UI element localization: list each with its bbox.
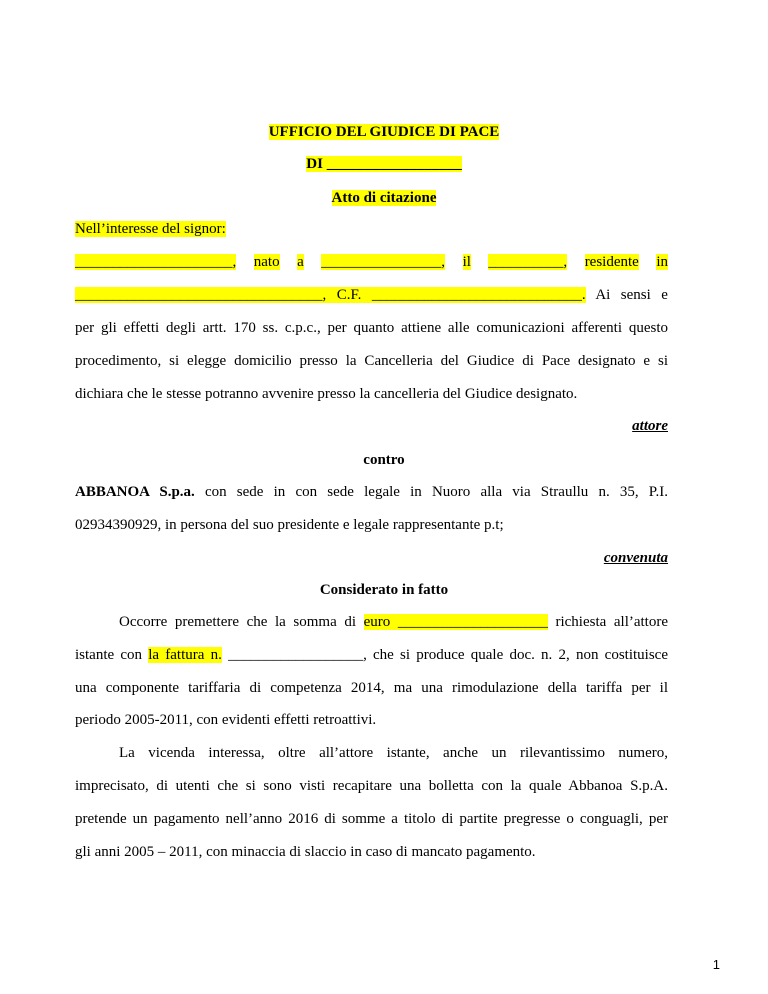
office-location-blank: __________________: [326, 156, 462, 172]
resident-word: residente: [584, 254, 639, 270]
defendant-role: [75, 548, 668, 568]
facts-p2-line-2: imprecisato, di utenti che si sono visti recapitare una bolletta con la quale Abbanoa S.p.A.: [75, 778, 668, 794]
facts-p1-l2-post: __________________, che si produce quale doc. n. 2, non costituisce: [221, 647, 668, 663]
address-cf-highlight: [75, 287, 586, 303]
defendant-name: ABBANOA S.p.a.: [75, 484, 195, 500]
plaintiff-intro: [75, 219, 226, 239]
office-title-text: UFFICIO DEL GIUDICE DI PACE: [268, 124, 500, 140]
in-word: in: [656, 254, 669, 270]
plaintiff-intro-text: Nell’interesse del signor:: [75, 221, 226, 237]
facts-p1-l1-pre: Occorre premettere che la somma di: [119, 614, 364, 630]
plaintiff-line-2-tail: Ai sensi e: [595, 287, 668, 303]
office-title: [0, 122, 768, 142]
name-blank: _____________________,: [75, 254, 237, 270]
at-word: a: [297, 254, 304, 270]
facts-p1-l1-post: richiesta all’attore: [547, 614, 669, 630]
against-heading: contro: [363, 452, 405, 468]
office-location-text: [306, 156, 461, 172]
amount-blank: euro ____________________: [363, 614, 548, 630]
facts-p1-line-2: [75, 645, 668, 665]
birthdate-blank: __________,: [488, 254, 568, 270]
birthplace-blank: ________________,: [321, 254, 446, 270]
plaintiff-role: [75, 416, 668, 436]
plaintiff-line-1: [75, 252, 668, 272]
facts-p2-line-1: La vicenda interessa, oltre all’attore istante, anche un rilevantissimo numero,: [119, 745, 668, 761]
defendant-role-text: convenuta: [603, 550, 668, 566]
cf-blank: ____________________________.: [371, 287, 586, 303]
facts-p1-line-1: [119, 612, 668, 632]
facts-p2-line-4: gli anni 2005 – 2011, con minaccia di slaccio in caso di mancato pagamento.: [75, 844, 536, 860]
plaintiff-line-5: dichiara che le stesse potranno avvenire presso la cancelleria del Giudice designato.: [75, 386, 578, 402]
facts-p2-line-3: pretende un pagamento nell’anno 2016 di somme a titolo di partite pregresse o conguagli, per: [75, 811, 668, 827]
defendant-line-1: [75, 482, 668, 502]
defendant-line-2: 02934390929, in persona del suo presidente e legale rappresentante p.t;: [75, 517, 504, 533]
on-word: il: [462, 254, 471, 270]
facts-p1-line-3: una componente tariffaria di competenza 2014, ma una rimodulazione della tariffa per il: [75, 680, 668, 696]
invoice-label: la fattura n.: [148, 647, 222, 663]
plaintiff-line-3: per gli effetti degli artt. 170 ss. c.p.c., per quanto attiene alle comunicazioni afferenti questo: [75, 320, 668, 336]
office-location-prefix: DI: [306, 156, 327, 172]
page-number: 1: [712, 957, 720, 972]
office-location: [0, 154, 768, 174]
defendant-line-1-rest: con sede in con sede legale in Nuoro alla via Straullu n. 35, P.I.: [194, 484, 668, 500]
plaintiff-line-2: [75, 285, 668, 305]
address-blank: _________________________________: [75, 287, 323, 303]
facts-heading: Considerato in fatto: [319, 582, 449, 598]
plaintiff-role-text: attore: [632, 418, 668, 434]
plaintiff-line-4: procedimento, si elegge domicilio presso la Cancelleria del Giudice di Pace designato e si: [75, 353, 668, 369]
cf-label: , C.F.: [322, 287, 372, 303]
facts-p1-l2-pre: istante con: [75, 647, 149, 663]
born-word: nato: [253, 254, 280, 270]
document-type: [0, 188, 768, 208]
facts-p1-line-4: periodo 2005-2011, con evidenti effetti retroattivi.: [75, 712, 377, 728]
document-type-text: Atto di citazione: [331, 190, 437, 206]
